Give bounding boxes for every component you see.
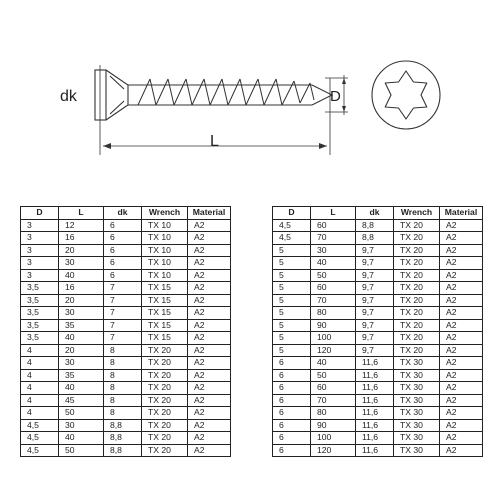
cell-d: 5 bbox=[273, 257, 311, 270]
dk-label: dk bbox=[60, 88, 77, 105]
table-row bbox=[273, 307, 483, 320]
cell-wrench: TX 30 bbox=[394, 444, 440, 457]
cell-material: A2 bbox=[440, 319, 483, 332]
cell-l: 20 bbox=[59, 344, 104, 357]
screw-spec-table-left bbox=[20, 206, 231, 457]
cell-l: 35 bbox=[59, 369, 104, 382]
cell-material: A2 bbox=[440, 332, 483, 345]
table-row bbox=[21, 257, 231, 270]
cell-l: 90 bbox=[311, 319, 356, 332]
cell-l: 40 bbox=[59, 432, 104, 445]
cell-d: 6 bbox=[273, 382, 311, 395]
table-row bbox=[273, 269, 483, 282]
cell-dk: 9,7 bbox=[356, 282, 394, 295]
cell-l: 30 bbox=[311, 244, 356, 257]
column-header-material: Material bbox=[188, 207, 231, 220]
cell-d: 5 bbox=[273, 294, 311, 307]
cell-dk: 8,8 bbox=[104, 432, 142, 445]
cell-wrench: TX 20 bbox=[142, 357, 188, 370]
cell-dk: 6 bbox=[104, 232, 142, 245]
cell-dk: 8 bbox=[104, 357, 142, 370]
cell-l: 50 bbox=[59, 407, 104, 420]
cell-d: 5 bbox=[273, 307, 311, 320]
cell-material: A2 bbox=[188, 244, 231, 257]
cell-d: 6 bbox=[273, 432, 311, 445]
cell-material: A2 bbox=[188, 357, 231, 370]
cell-material: A2 bbox=[440, 294, 483, 307]
cell-l: 120 bbox=[311, 444, 356, 457]
cell-wrench: TX 10 bbox=[142, 269, 188, 282]
table-row bbox=[273, 419, 483, 432]
cell-wrench: TX 20 bbox=[394, 332, 440, 345]
cell-material: A2 bbox=[188, 257, 231, 270]
cell-d: 4 bbox=[21, 357, 59, 370]
cell-wrench: TX 20 bbox=[142, 382, 188, 395]
cell-dk: 8,8 bbox=[356, 232, 394, 245]
cell-l: 50 bbox=[311, 269, 356, 282]
cell-d: 4 bbox=[21, 344, 59, 357]
cell-dk: 11,6 bbox=[356, 369, 394, 382]
cell-wrench: TX 20 bbox=[394, 232, 440, 245]
table-row bbox=[273, 394, 483, 407]
table-row bbox=[21, 332, 231, 345]
cell-dk: 7 bbox=[104, 282, 142, 295]
table-row bbox=[21, 244, 231, 257]
cell-l: 120 bbox=[311, 344, 356, 357]
cell-material: A2 bbox=[188, 294, 231, 307]
cell-dk: 9,7 bbox=[356, 307, 394, 320]
table-row bbox=[21, 307, 231, 320]
cell-d: 4 bbox=[21, 394, 59, 407]
cell-l: 35 bbox=[59, 319, 104, 332]
screw-thread bbox=[128, 79, 332, 105]
cell-d: 3 bbox=[21, 232, 59, 245]
cell-d: 4 bbox=[21, 369, 59, 382]
column-header-wrench: Wrench bbox=[394, 207, 440, 220]
cell-dk: 9,7 bbox=[356, 294, 394, 307]
cell-wrench: TX 30 bbox=[394, 357, 440, 370]
cell-l: 20 bbox=[59, 294, 104, 307]
cell-d: 6 bbox=[273, 394, 311, 407]
column-header-wrench: Wrench bbox=[142, 207, 188, 220]
cell-l: 12 bbox=[59, 219, 104, 232]
table-row bbox=[21, 419, 231, 432]
cell-wrench: TX 20 bbox=[394, 319, 440, 332]
cell-l: 60 bbox=[311, 282, 356, 295]
cell-l: 40 bbox=[311, 357, 356, 370]
table-row bbox=[273, 444, 483, 457]
cell-material: A2 bbox=[188, 282, 231, 295]
cell-wrench: TX 20 bbox=[142, 444, 188, 457]
cell-wrench: TX 15 bbox=[142, 307, 188, 320]
cell-wrench: TX 15 bbox=[142, 319, 188, 332]
table-row bbox=[21, 294, 231, 307]
cell-wrench: TX 20 bbox=[142, 394, 188, 407]
cell-dk: 9,7 bbox=[356, 319, 394, 332]
table-row bbox=[273, 432, 483, 445]
torx-drive-icon bbox=[372, 61, 440, 129]
column-header-dk: dk bbox=[356, 207, 394, 220]
cell-wrench: TX 20 bbox=[394, 307, 440, 320]
cell-d: 5 bbox=[273, 332, 311, 345]
cell-l: 40 bbox=[59, 332, 104, 345]
table-row bbox=[273, 369, 483, 382]
table-row bbox=[21, 432, 231, 445]
cell-dk: 8 bbox=[104, 394, 142, 407]
cell-material: A2 bbox=[188, 319, 231, 332]
table-header-row bbox=[273, 207, 483, 220]
cell-material: A2 bbox=[188, 344, 231, 357]
cell-d: 6 bbox=[273, 419, 311, 432]
cell-material: A2 bbox=[440, 357, 483, 370]
table-row bbox=[273, 332, 483, 345]
table-row bbox=[273, 282, 483, 295]
cell-wrench: TX 30 bbox=[394, 419, 440, 432]
cell-l: 50 bbox=[59, 444, 104, 457]
cell-material: A2 bbox=[440, 419, 483, 432]
cell-wrench: TX 30 bbox=[394, 432, 440, 445]
cell-wrench: TX 10 bbox=[142, 244, 188, 257]
cell-d: 3,5 bbox=[21, 294, 59, 307]
cell-dk: 8 bbox=[104, 344, 142, 357]
cell-d: 4,5 bbox=[273, 232, 311, 245]
cell-d: 3 bbox=[21, 219, 59, 232]
cell-d: 5 bbox=[273, 282, 311, 295]
cell-dk: 8 bbox=[104, 407, 142, 420]
cell-d: 4,5 bbox=[273, 219, 311, 232]
cell-material: A2 bbox=[440, 407, 483, 420]
cell-l: 90 bbox=[311, 419, 356, 432]
table-row bbox=[21, 369, 231, 382]
cell-material: A2 bbox=[188, 307, 231, 320]
cell-l: 70 bbox=[311, 294, 356, 307]
cell-d: 3,5 bbox=[21, 332, 59, 345]
cell-l: 16 bbox=[59, 232, 104, 245]
table-row bbox=[273, 257, 483, 270]
table-row bbox=[273, 357, 483, 370]
cell-material: A2 bbox=[188, 407, 231, 420]
cell-dk: 7 bbox=[104, 332, 142, 345]
cell-d: 4,5 bbox=[21, 419, 59, 432]
table-header-row bbox=[21, 207, 231, 220]
cell-wrench: TX 20 bbox=[142, 369, 188, 382]
cell-material: A2 bbox=[440, 344, 483, 357]
cell-material: A2 bbox=[188, 332, 231, 345]
cell-wrench: TX 20 bbox=[394, 257, 440, 270]
cell-l: 100 bbox=[311, 432, 356, 445]
cell-l: 20 bbox=[59, 244, 104, 257]
cell-dk: 11,6 bbox=[356, 432, 394, 445]
column-header-l: L bbox=[59, 207, 104, 220]
table-row bbox=[21, 407, 231, 420]
screw-technical-drawing bbox=[0, 0, 500, 175]
cell-l: 30 bbox=[59, 357, 104, 370]
cell-d: 6 bbox=[273, 369, 311, 382]
cell-dk: 8,8 bbox=[104, 444, 142, 457]
cell-wrench: TX 15 bbox=[142, 294, 188, 307]
cell-dk: 8,8 bbox=[104, 419, 142, 432]
cell-dk: 6 bbox=[104, 257, 142, 270]
d-label: D bbox=[330, 88, 341, 105]
cell-l: 40 bbox=[311, 257, 356, 270]
cell-d: 3 bbox=[21, 269, 59, 282]
cell-dk: 8 bbox=[104, 369, 142, 382]
cell-d: 4 bbox=[21, 382, 59, 395]
cell-d: 6 bbox=[273, 407, 311, 420]
cell-d: 5 bbox=[273, 269, 311, 282]
cell-wrench: TX 10 bbox=[142, 257, 188, 270]
cell-dk: 8,8 bbox=[356, 219, 394, 232]
cell-wrench: TX 20 bbox=[142, 432, 188, 445]
cell-material: A2 bbox=[188, 219, 231, 232]
cell-material: A2 bbox=[440, 269, 483, 282]
cell-material: A2 bbox=[188, 444, 231, 457]
cell-material: A2 bbox=[188, 232, 231, 245]
cell-d: 6 bbox=[273, 357, 311, 370]
cell-dk: 9,7 bbox=[356, 344, 394, 357]
cell-l: 30 bbox=[59, 419, 104, 432]
cell-dk: 8 bbox=[104, 382, 142, 395]
cell-wrench: TX 20 bbox=[394, 294, 440, 307]
cell-wrench: TX 20 bbox=[394, 244, 440, 257]
cell-wrench: TX 30 bbox=[394, 382, 440, 395]
cell-wrench: TX 20 bbox=[142, 407, 188, 420]
table-row bbox=[21, 357, 231, 370]
cell-wrench: TX 30 bbox=[394, 407, 440, 420]
cell-d: 4,5 bbox=[21, 444, 59, 457]
cell-l: 70 bbox=[311, 394, 356, 407]
table-row bbox=[21, 219, 231, 232]
cell-d: 4 bbox=[21, 407, 59, 420]
cell-l: 60 bbox=[311, 382, 356, 395]
table-row bbox=[21, 232, 231, 245]
cell-material: A2 bbox=[440, 282, 483, 295]
cell-l: 80 bbox=[311, 407, 356, 420]
cell-d: 3,5 bbox=[21, 307, 59, 320]
cell-wrench: TX 20 bbox=[394, 344, 440, 357]
table-row bbox=[273, 407, 483, 420]
cell-wrench: TX 20 bbox=[394, 219, 440, 232]
cell-dk: 6 bbox=[104, 269, 142, 282]
cell-wrench: TX 20 bbox=[142, 419, 188, 432]
cell-dk: 7 bbox=[104, 294, 142, 307]
table-row bbox=[21, 282, 231, 295]
table-row bbox=[273, 294, 483, 307]
column-header-d: D bbox=[21, 207, 59, 220]
cell-material: A2 bbox=[440, 432, 483, 445]
cell-dk: 11,6 bbox=[356, 444, 394, 457]
cell-l: 70 bbox=[311, 232, 356, 245]
cell-dk: 9,7 bbox=[356, 244, 394, 257]
cell-dk: 11,6 bbox=[356, 394, 394, 407]
table-row bbox=[21, 382, 231, 395]
cell-dk: 11,6 bbox=[356, 407, 394, 420]
column-header-l: L bbox=[311, 207, 356, 220]
cell-dk: 11,6 bbox=[356, 382, 394, 395]
cell-dk: 7 bbox=[104, 319, 142, 332]
cell-d: 5 bbox=[273, 244, 311, 257]
cell-material: A2 bbox=[440, 382, 483, 395]
cell-wrench: TX 30 bbox=[394, 369, 440, 382]
cell-d: 5 bbox=[273, 319, 311, 332]
cell-l: 40 bbox=[59, 269, 104, 282]
cell-d: 3 bbox=[21, 257, 59, 270]
cell-l: 16 bbox=[59, 282, 104, 295]
cell-material: A2 bbox=[440, 232, 483, 245]
cell-dk: 7 bbox=[104, 307, 142, 320]
column-header-d: D bbox=[273, 207, 311, 220]
cell-wrench: TX 20 bbox=[394, 282, 440, 295]
cell-l: 30 bbox=[59, 307, 104, 320]
cell-l: 45 bbox=[59, 394, 104, 407]
cell-dk: 9,7 bbox=[356, 257, 394, 270]
cell-material: A2 bbox=[440, 257, 483, 270]
column-header-dk: dk bbox=[104, 207, 142, 220]
table-row bbox=[273, 232, 483, 245]
cell-material: A2 bbox=[188, 369, 231, 382]
cell-material: A2 bbox=[440, 219, 483, 232]
table-row bbox=[273, 344, 483, 357]
cell-material: A2 bbox=[440, 244, 483, 257]
cell-material: A2 bbox=[188, 269, 231, 282]
table-row bbox=[273, 244, 483, 257]
cell-dk: 11,6 bbox=[356, 419, 394, 432]
cell-l: 50 bbox=[311, 369, 356, 382]
table-row bbox=[21, 444, 231, 457]
cell-d: 6 bbox=[273, 444, 311, 457]
column-header-material: Material bbox=[440, 207, 483, 220]
cell-material: A2 bbox=[440, 444, 483, 457]
cell-d: 3,5 bbox=[21, 282, 59, 295]
cell-l: 40 bbox=[59, 382, 104, 395]
table-row bbox=[21, 344, 231, 357]
cell-material: A2 bbox=[188, 382, 231, 395]
cell-d: 3,5 bbox=[21, 319, 59, 332]
cell-material: A2 bbox=[440, 307, 483, 320]
cell-dk: 9,7 bbox=[356, 269, 394, 282]
table-row bbox=[21, 319, 231, 332]
cell-l: 80 bbox=[311, 307, 356, 320]
screw-spec-table-right bbox=[272, 206, 483, 457]
cell-wrench: TX 20 bbox=[142, 344, 188, 357]
cell-dk: 6 bbox=[104, 219, 142, 232]
table-row bbox=[21, 394, 231, 407]
cell-l: 30 bbox=[59, 257, 104, 270]
table-row bbox=[21, 269, 231, 282]
cell-d: 5 bbox=[273, 344, 311, 357]
cell-material: A2 bbox=[440, 394, 483, 407]
cell-material: A2 bbox=[440, 369, 483, 382]
cell-material: A2 bbox=[188, 432, 231, 445]
cell-dk: 6 bbox=[104, 244, 142, 257]
table-row bbox=[273, 382, 483, 395]
cell-wrench: TX 10 bbox=[142, 219, 188, 232]
cell-wrench: TX 30 bbox=[394, 394, 440, 407]
cell-l: 100 bbox=[311, 332, 356, 345]
cell-l: 60 bbox=[311, 219, 356, 232]
cell-dk: 9,7 bbox=[356, 332, 394, 345]
cell-d: 4,5 bbox=[21, 432, 59, 445]
l-label: L bbox=[210, 133, 219, 150]
cell-wrench: TX 20 bbox=[394, 269, 440, 282]
cell-dk: 11,6 bbox=[356, 357, 394, 370]
cell-wrench: TX 10 bbox=[142, 232, 188, 245]
cell-material: A2 bbox=[188, 419, 231, 432]
cell-d: 3 bbox=[21, 244, 59, 257]
table-row bbox=[273, 219, 483, 232]
table-row bbox=[273, 319, 483, 332]
cell-material: A2 bbox=[188, 394, 231, 407]
cell-wrench: TX 15 bbox=[142, 282, 188, 295]
cell-wrench: TX 15 bbox=[142, 332, 188, 345]
